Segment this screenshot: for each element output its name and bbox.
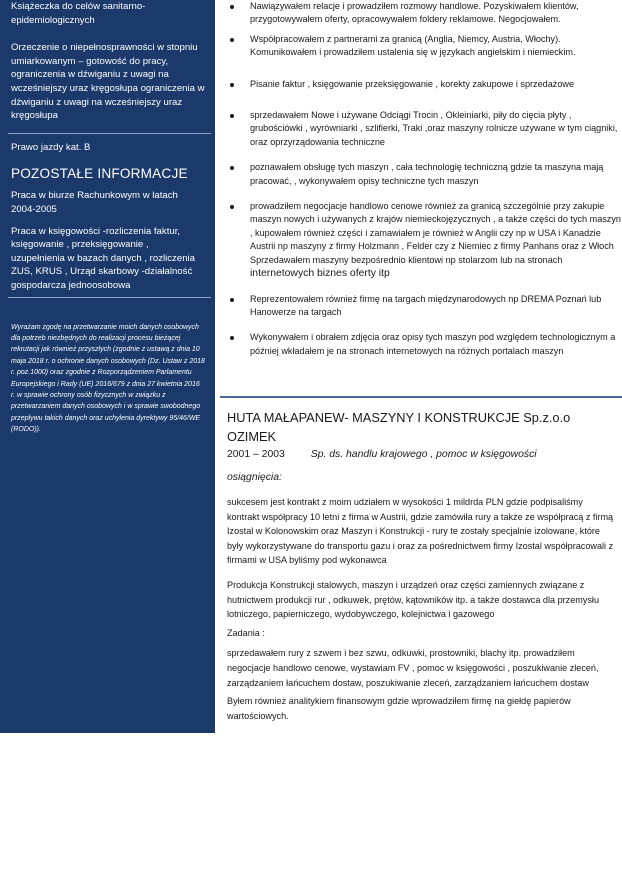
bullet-icon xyxy=(230,83,234,87)
other-info-item: Praca w biurze Rachunkowym w latach 2004-2005 xyxy=(11,190,178,215)
health-book-line-2: epidemiologicznych xyxy=(11,14,95,26)
section-divider xyxy=(220,396,622,398)
tasks-label: Zadania : xyxy=(227,627,265,638)
list-item: Wykonywałem i obrałem zdjęcia oraz opisy tych maszyn pod względem technologicznym a później wkładałem je na stronach internetowych na różnych portalach maszyn xyxy=(250,331,622,358)
list-item: Nawiązywałem relacje i prowadziłem rozmowy handlowe. Pozyskiwałem klientów, przygotowywałem oferty, opracowywałem foldery reklamowe. Negocjowałem. xyxy=(250,0,622,27)
other-info-item: Praca w księgowości -rozliczenia faktur, księgowanie , przeksięgowanie , uzupełnienia w bazach danych , rozliczenia ZUS, KRUS , Urząd skarbowy -działalność gospodarcza jednoosobowa xyxy=(11,225,195,291)
job-paragraph: Produkcja Konstrukcji stalowych, maszyn i urządzeń oraz części zamiennych związane z hutnictwem produkcji rur , odkuwek, prętów, kątowników itp. a także dostawca dla przemysłu lotniczego, papierniczego, wydobywczego, kolejnictwa i gazowego xyxy=(227,579,599,620)
achievement-list xyxy=(221,0,622,358)
job-paragraph: Byłem również analitykiem finansowym gdzie wprowadziłem firmę na giełdę papierów wartościowych. xyxy=(227,696,571,721)
bullet-icon xyxy=(230,166,234,170)
bullet-icon xyxy=(230,298,234,302)
list-item: sprzedawałem Nowe i używane Odciągi Trocin , Okleiniarki, piły do cięcia płyty , grubościówki , wyrówniarki , szlifierki, Traki ,oraz maszyny rolnicze używane w tym ciągniki, oraz oprzyrządowania techniczne xyxy=(250,109,622,149)
gdpr-consent: Wyrażam zgodę na przetwarzanie moich danych osobowych dla potrzeb niezbędnych do realizacji procesu bieżącej rekrutacji jak również przyszłych (zgodnie z ustawą z dnia 10 maja 2018 r. o ochronie danych osobowych (Dz. Ustaw z 2018 r. poz.1000) oraz zgodnie z Rozporządzeniem Parlamentu Europejskiego i Rady (UE) 2016/679 z dnia 27 kwietnia 2016 r. w sprawie ochrony osób fizycznych w związku z przetwarzaniem danych osobowych i w sprawie swobodnego przepływu takich danych oraz uchylenia dyrektywy 95/46/WE (RODO)). xyxy=(11,323,205,434)
job-paragraph: sukcesem jest kontrakt z moim udziałem w wysokości 1 mildrda PLN gdzie podpisaliśmy kontrakt współpracy 10 letni z firma w Austrii, gdzie zamówiła rury a także ze współpracą z firmą Izostal w Kolonowskim oraz Maszyn i Konstrukcji - rury te zostały specjalnie izolowane, które były wykorzystywane do transportu gazu i oraz za pośrednictwem firmy Izostal współpracowali z firmami w USA byliśmy pod wykonawca xyxy=(227,497,614,566)
list-item: Współpracowałem z partnerami za granicą (Anglia, Niemcy, Austria, Włochy). Komunikowałem i prowadziłem ustalenia się w językach angielskim i niemieckim. xyxy=(250,33,622,60)
list-item: Reprezentowałem również firmę na targach międzynarodowych np DREMA Poznań lub Hanowerze na targach xyxy=(250,293,622,320)
achievement-tail: internetowych biznes oferty itp xyxy=(250,268,390,280)
job-role: Sp. ds. handlu krajowego , pomoc w księgowości xyxy=(310,449,537,460)
list-item: Pisanie faktur , księgowanie przeksięgowanie , korekty zakupowe i sprzedażowe xyxy=(250,78,622,91)
job-meta xyxy=(227,449,617,460)
job-paragraph: sprzedawałem rury z szwem i bez szwu, odkuwki, prostowniki, blachy itp. prowadziłem negocjacje handlowo cenowe, wystawiam FV , pomoc w księgowości , poszukiwanie zleceń, zarządzaniem łańcuchem dostaw, poszukiwanie zleceń, zarządzaniem łańcuchem dostaw xyxy=(227,648,599,688)
health-book-line-1: Książeczka do celów sanitarno- xyxy=(11,1,146,12)
bullet-icon xyxy=(230,114,234,118)
company-name: HUTA MAŁAPANEW- MASZYNY I KONSTRUKCJE Sp.z.o.o OZIMEK xyxy=(227,410,571,444)
bullet-icon xyxy=(230,38,234,42)
bullet-icon xyxy=(230,336,234,340)
list-item: prowadziłem negocjacje handlowo cenowe również za granicą szczególnie przy zakupie maszyn nowych i używanych z krajów niemieckojęzycznych , a także części do tych maszyn , kupowałem również części i zamawiałem je również w Anglii czy np w USA i Kanadzie Austrii np maszyny z firmy Holzmann , Felder czy z Niemiec z firmy Panhans oraz z Włoch Sprzedawałem maszyny bezpośrednio klientowi np stolarzom lub na stronach internetowych biznes oferty itp xyxy=(250,200,622,280)
driving-license: Prawo jazdy kat. B xyxy=(11,141,91,153)
bullet-icon xyxy=(230,5,234,9)
job-entry xyxy=(227,408,617,723)
disability-note: Orzeczenie o niepełnosprawności w stopniu umiarkowanym – gotowość do pracy, ograniczenia w dźwiganiu z uwagi na wcześniejszy uraz kręgosłupa ograniczenia w dźwiganiu z uwagi na wcześniejszy uraz kręgosłupa xyxy=(11,42,205,122)
sidebar-divider xyxy=(8,133,211,134)
sidebar-divider xyxy=(8,297,211,298)
job-dates: 2001 – 2003 xyxy=(227,449,285,460)
list-item: poznawałem obsługę tych maszyn , cała technologię techniczną gdzie ta maszyna mają pracować, , wykonywałem opisy techniczne tych maszyn xyxy=(250,161,622,188)
other-info-heading: POZOSTAŁE INFORMACJE xyxy=(11,166,188,182)
achievements-label: osiągnięcia: xyxy=(227,472,282,483)
bullet-icon xyxy=(230,205,234,209)
sidebar xyxy=(0,0,215,733)
